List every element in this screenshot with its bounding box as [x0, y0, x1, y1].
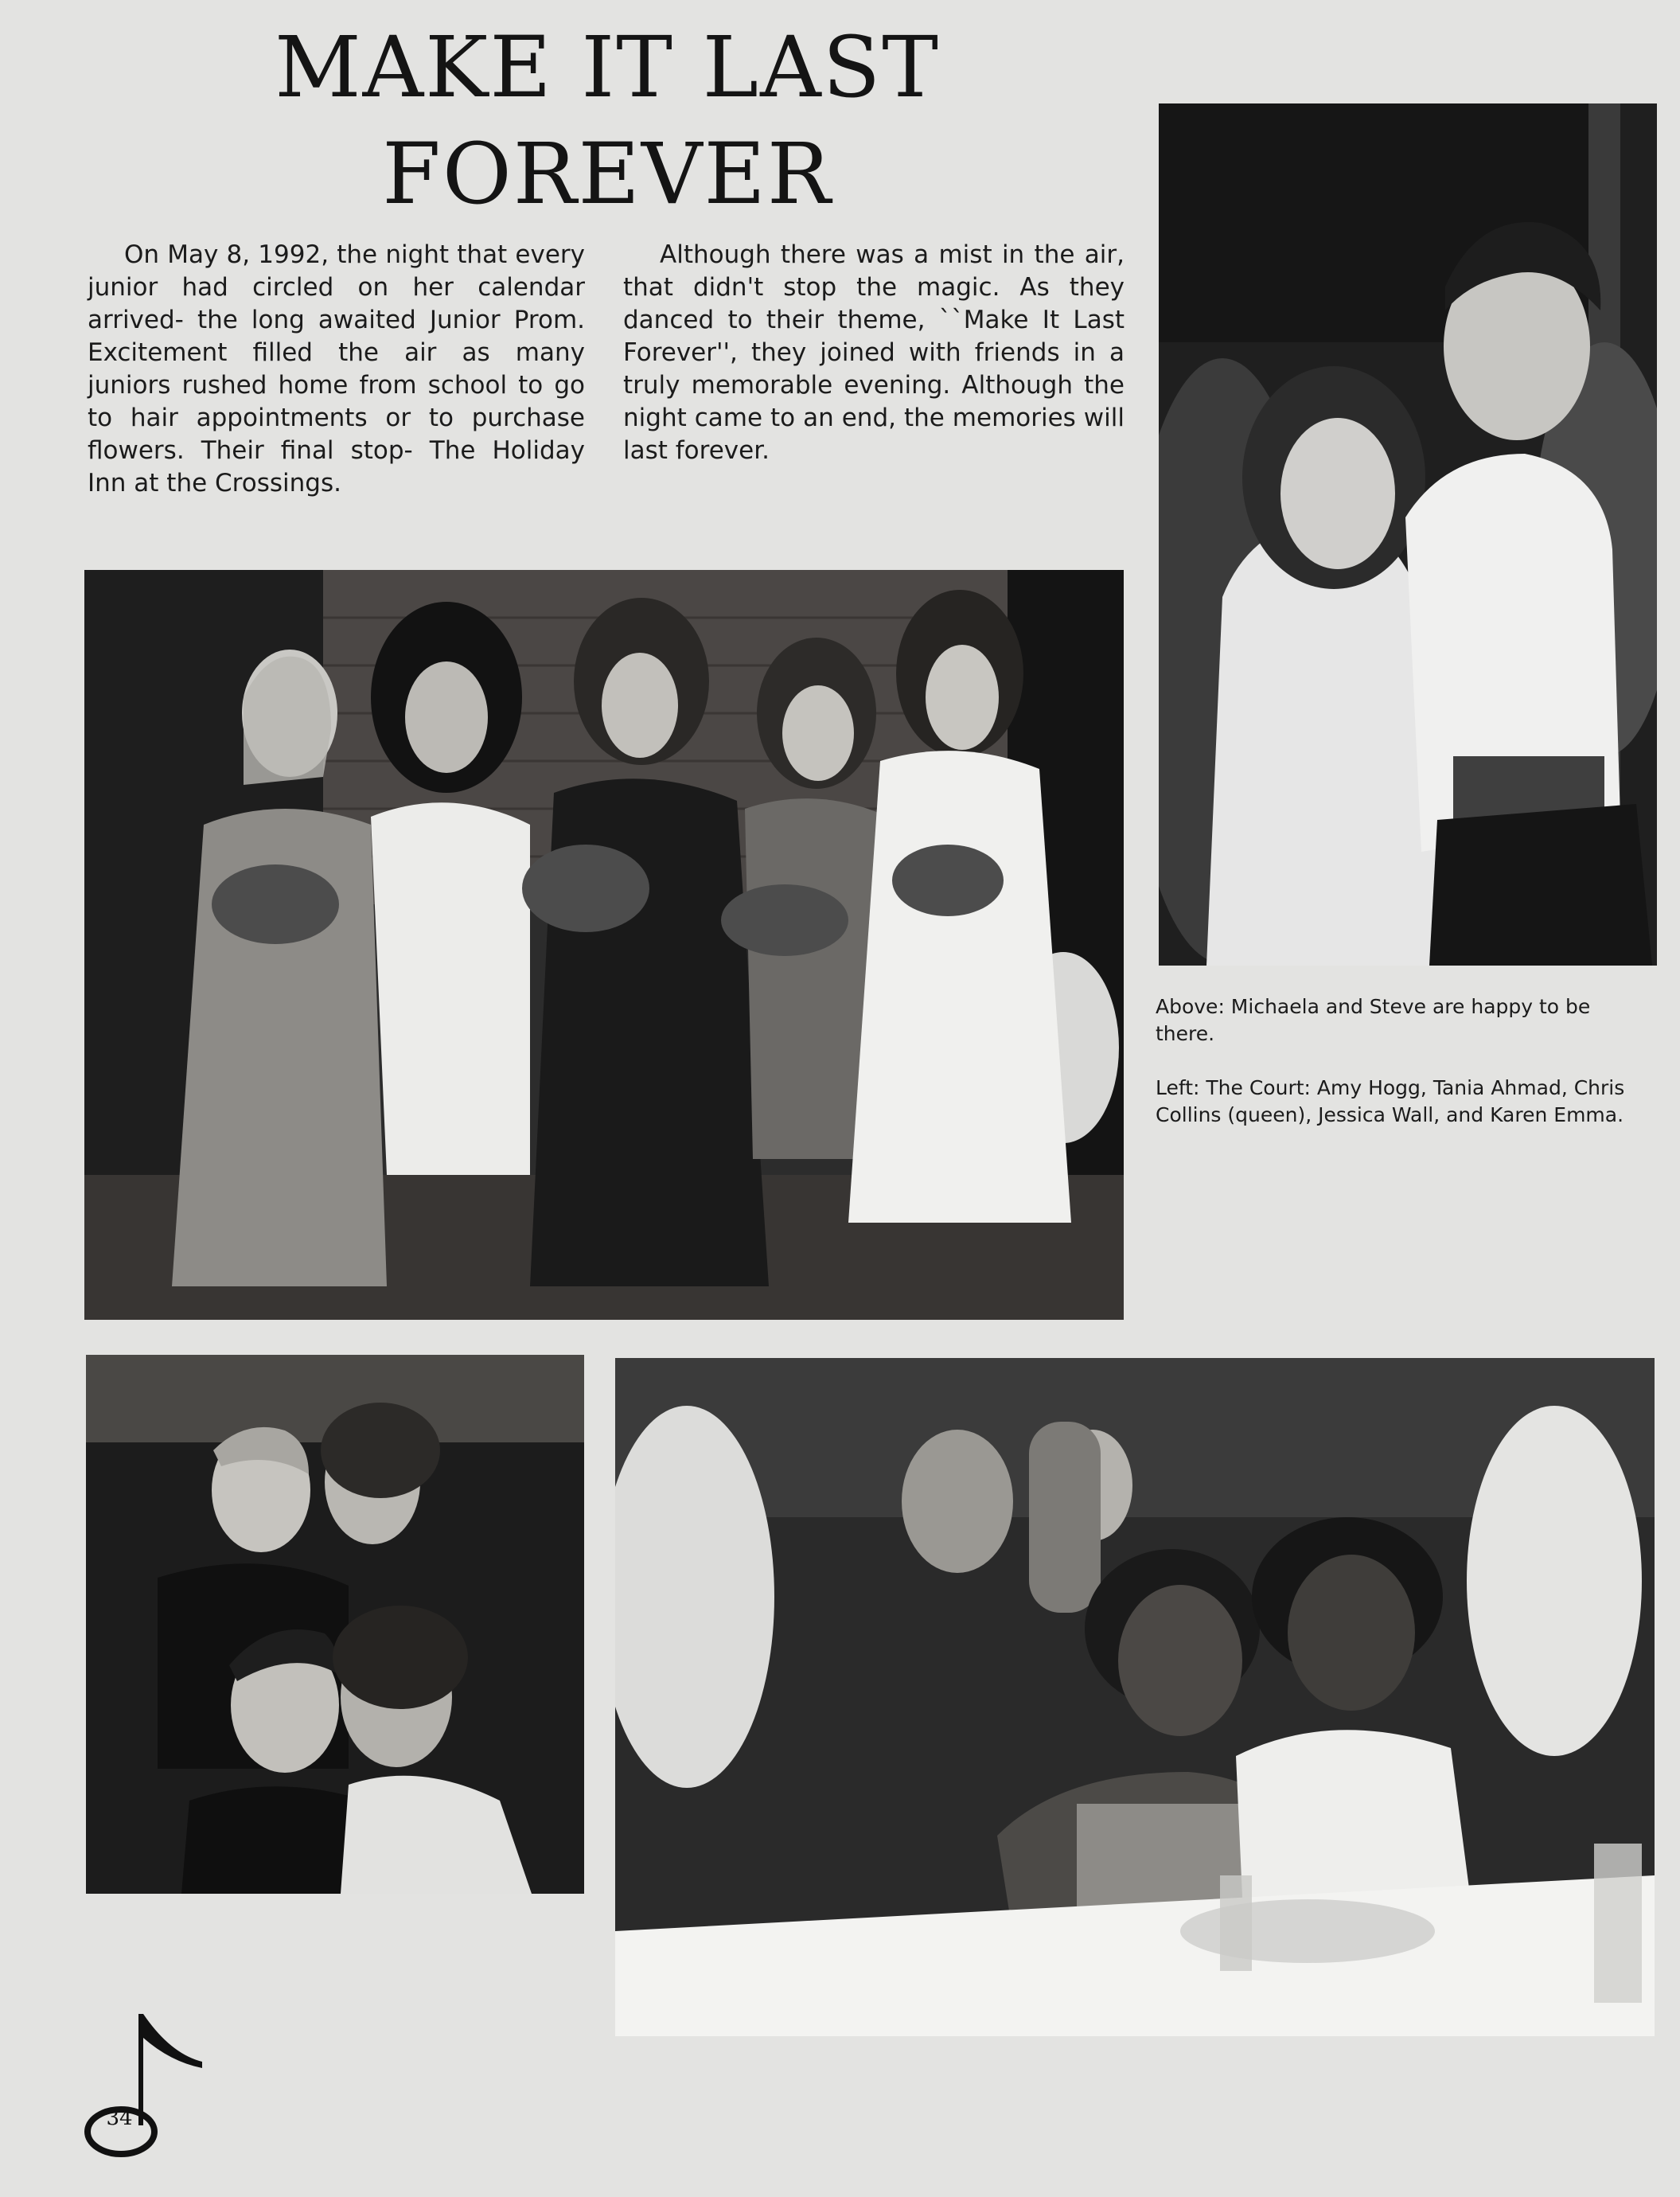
caption-left: Left: The Court: Amy Hogg, Tania Ahmad, Chris Collins (queen), Jessica Wall, and Karen Emma.: [1156, 1076, 1625, 1126]
caption-above: Above: Michaela and Steve are happy to be there.: [1156, 995, 1591, 1045]
photo-girls-at-table: [615, 1358, 1655, 2036]
music-note-icon: [83, 2006, 218, 2157]
title-line-2: FOREVER: [382, 125, 832, 223]
photo-couple-dancing: [1159, 103, 1657, 966]
article-body-right: Although there was a mist in the air, that didn't stop the magic. As they danced to their theme, ``Make It Last Forever'', they joined with friends in a truly memorable evening. Although the night came to an end, the memories will last forever.: [623, 240, 1125, 465]
photo-two-couples: [86, 1355, 584, 1894]
page-number: 34: [106, 2106, 133, 2130]
title-line-1: MAKE IT LAST: [275, 18, 940, 116]
article-body-left: On May 8, 1992, the night that every junior had circled on her calendar arrived- the long awaited Junior Prom. Excitement filled the air as many juniors rushed home from school to go to hair appointments or to purchase flowers. Their final stop- The Holiday Inn at the Crossings.: [88, 240, 585, 498]
photo-prom-court: [84, 570, 1124, 1320]
article-title: [86, 14, 1128, 228]
